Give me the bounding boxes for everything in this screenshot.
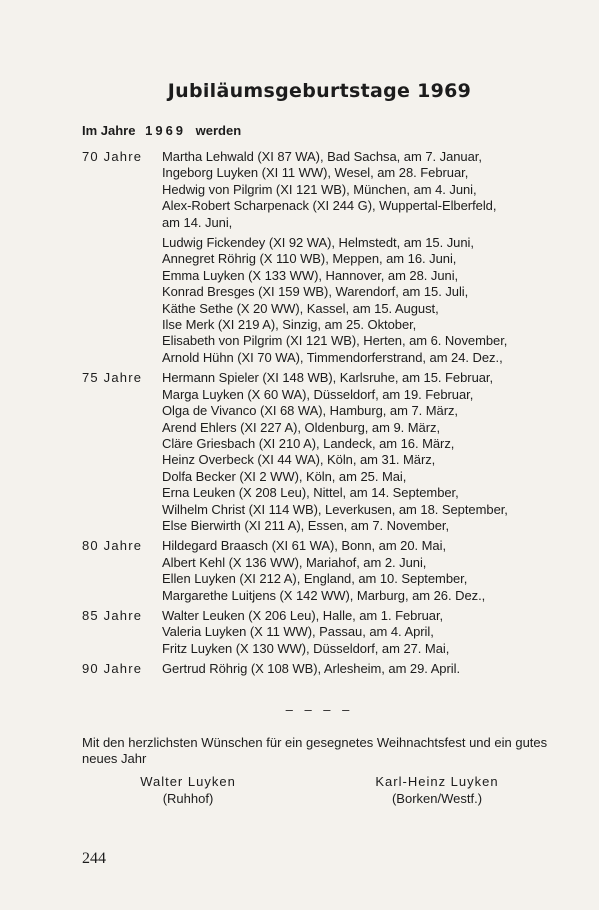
birthday-entry: Konrad Bresges (XI 159 WB), Warendorf, am 15. Juli, (162, 284, 469, 300)
subtitle-year: 1969 (145, 123, 187, 138)
birthday-group (82, 538, 582, 604)
birthday-group (82, 149, 582, 366)
birthday-entry: Valeria Luyken (X 11 WW), Passau, am 4. April, (162, 624, 434, 640)
group-entries (162, 370, 582, 534)
page-title: Jubiläumsgeburtstage 1969 (167, 80, 472, 102)
closing-text: Mit den herzlichsten Wünschen für ein gesegnetes Weihnachtsfest und ein gutes neues Jahr (82, 735, 548, 767)
subtitle-suffix: werden (195, 123, 242, 138)
birthday-entry: Ludwig Fickendey (XI 92 WA), Helmstedt, am 15. Juni, (162, 235, 474, 251)
page-number: 244 (82, 850, 106, 867)
birthday-entry: Marga Luyken (X 60 WA), Düsseldorf, am 19. Februar, (162, 386, 474, 402)
subtitle (82, 123, 241, 138)
birthday-entry: Hermann Spieler (XI 148 WB), Karlsruhe, am 15. Februar, (162, 370, 494, 386)
group-label: 90 Jahre (82, 661, 143, 677)
birthday-entry: Wilhelm Christ (XI 114 WB), Leverkusen, am 18. September, (162, 501, 508, 517)
signature-right (352, 773, 522, 807)
group-entries (162, 608, 582, 657)
section-divider: – – – – (285, 702, 354, 717)
signature-place: (Ruhhof) (162, 791, 214, 806)
birthday-entry: Annegret Röhrig (X 110 WB), Meppen, am 16. Juni, (162, 251, 457, 267)
birthday-entry: Heinz Overbeck (XI 44 WA), Köln, am 31. März, (162, 452, 436, 468)
birthday-group (82, 370, 582, 534)
birthday-entry: Ellen Luyken (XI 212 A), England, am 10. September, (162, 571, 468, 587)
birthday-entry: Alex-Robert Scharpenack (XI 244 G), Wuppertal-Elberfeld, (162, 198, 497, 214)
group-entries (162, 661, 582, 677)
group-label: 80 Jahre (82, 538, 143, 554)
signature-name: Karl-Heinz Luyken (375, 774, 499, 789)
birthday-entry: Arend Ehlers (XI 227 A), Oldenburg, am 9. März, (162, 419, 441, 435)
birthday-entry: am 14. Juni, (162, 214, 233, 230)
signature-left (118, 773, 258, 807)
birthday-entry: Gertrud Röhrig (X 108 WB), Arlesheim, am 29. April. (162, 661, 461, 677)
birthday-entry: Ilse Merk (XI 219 A), Sinzig, am 25. Oktober, (162, 317, 417, 333)
birthday-entry: Margarethe Luitjens (X 142 WW), Marburg, am 26. Dez., (162, 587, 486, 603)
birthday-entry: Cläre Griesbach (XI 210 A), Landeck, am 16. März, (162, 435, 455, 451)
group-label: 70 Jahre (82, 149, 143, 164)
birthday-entry: Hildegard Braasch (XI 61 WA), Bonn, am 20. Mai, (162, 538, 447, 554)
birthday-groups (82, 149, 582, 682)
birthday-entry: Emma Luyken (X 133 WW), Hannover, am 28. Juni, (162, 267, 459, 283)
group-label: 85 Jahre (82, 607, 143, 623)
birthday-entry: Ingeborg Luyken (XI 11 WW), Wesel, am 28. Februar, (162, 165, 469, 181)
birthday-entry: Arnold Hühn (XI 70 WA), Timmendorferstrand, am 24. Dez., (162, 349, 503, 365)
signature-name: Walter Luyken (140, 774, 236, 789)
birthday-entry: Hedwig von Pilgrim (XI 121 WB), München, am 4. Juni, (162, 181, 477, 197)
birthday-group (82, 661, 582, 677)
birthday-group (82, 608, 582, 657)
birthday-entry: Erna Leuken (X 208 Leu), Nittel, am 14. September, (162, 485, 459, 501)
group-entries (162, 149, 582, 366)
birthday-entry: Dolfa Becker (XI 2 WW), Köln, am 25. Mai, (162, 468, 407, 484)
birthday-entry: Albert Kehl (X 136 WW), Mariahof, am 2. Juni, (162, 554, 427, 570)
birthday-entry: Olga de Vivanco (XI 68 WA), Hamburg, am 7. März, (162, 403, 458, 419)
birthday-entry: Martha Lehwald (XI 87 WA), Bad Sachsa, am 7. Januar, (162, 149, 482, 164)
birthday-entry: Else Bierwirth (XI 211 A), Essen, am 7. November, (162, 517, 450, 533)
group-label: 75 Jahre (82, 370, 143, 386)
birthday-entry: Käthe Sethe (X 20 WW), Kassel, am 15. August, (162, 300, 439, 316)
birthday-entry: Elisabeth von Pilgrim (XI 121 WB), Herten, am 6. November, (162, 333, 508, 349)
group-entries (162, 538, 582, 604)
birthday-entry: Fritz Luyken (X 130 WW), Düsseldorf, am 27. Mai, (162, 640, 450, 656)
subtitle-prefix: Im Jahre (82, 123, 136, 138)
birthday-entry: Walter Leuken (X 206 Leu), Halle, am 1. Februar, (162, 607, 444, 623)
signature-place: (Borken/Westf.) (391, 791, 483, 806)
